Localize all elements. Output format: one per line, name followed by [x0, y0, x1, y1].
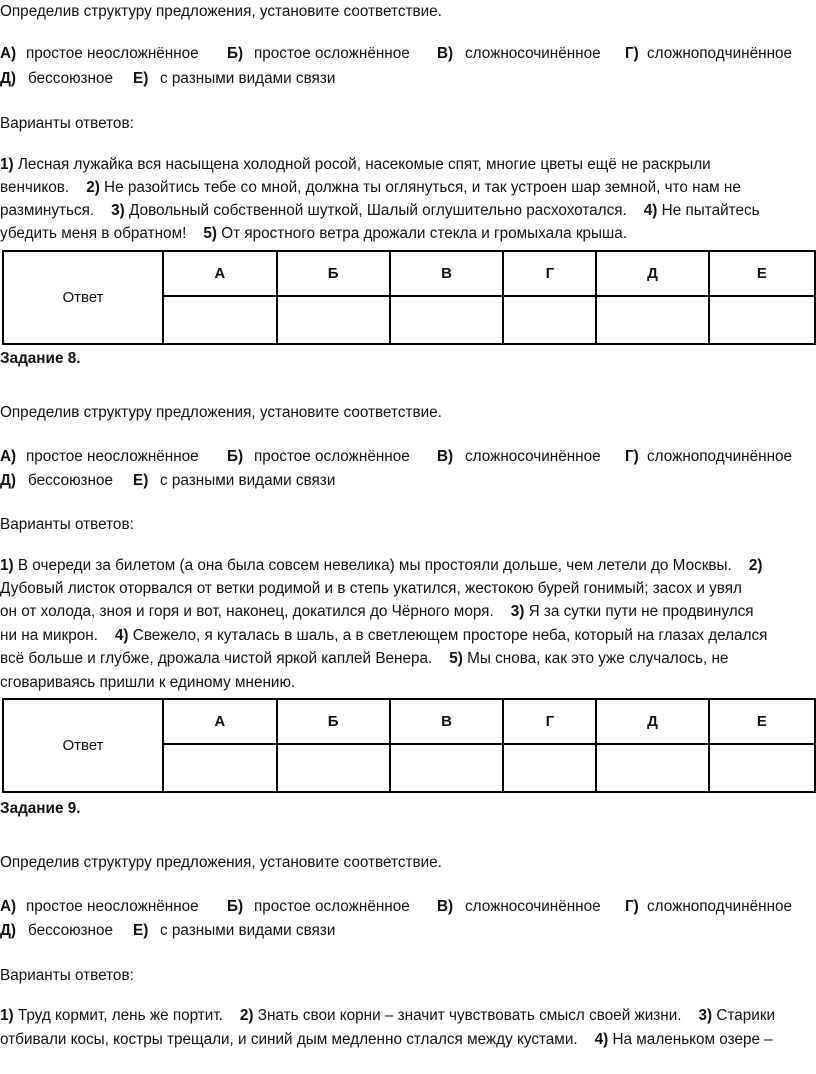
- sentence-text: разминуться.: [0, 202, 112, 219]
- task-title-text: Задание 9.: [0, 800, 81, 817]
- option-text: с разными видами связи: [160, 472, 336, 489]
- option-text: бессоюзное: [28, 472, 114, 489]
- sentence-line: [0, 178, 741, 198]
- option-text: сложноподчинённое: [647, 45, 793, 62]
- sentence-line: [0, 155, 711, 175]
- answer-cell[interactable]: [277, 296, 390, 344]
- sentence-number: 1): [0, 156, 14, 173]
- option-key: В): [437, 898, 454, 915]
- option-text: с разными видами связи: [160, 922, 336, 939]
- option-key: Д): [0, 70, 16, 87]
- answer-table: [2, 698, 816, 793]
- sentence-text: убедить меня в обратном!: [0, 225, 204, 242]
- instruction: [0, 2, 442, 22]
- option-text: сложноподчинённое: [647, 898, 793, 915]
- sentence-text: На маленьком озере –: [608, 1031, 773, 1048]
- sentence-text: венчиков.: [0, 179, 87, 196]
- option-key: Е): [133, 472, 149, 489]
- answer-cell[interactable]: [596, 744, 708, 792]
- sentence-text: он от холода, зноя и горя и вот, наконец, докатился до Чёрного моря.: [0, 603, 511, 620]
- task-title-text: Задание 8.: [0, 350, 81, 367]
- instruction-text: Определив структуру предложения, установите соответствие.: [0, 404, 442, 421]
- task-title: [0, 349, 80, 369]
- answer-column-header: В: [390, 699, 504, 744]
- sentence-number: 2): [748, 557, 763, 574]
- sentence-number: 5): [203, 225, 217, 242]
- option-text: простое неосложнённое: [26, 448, 199, 465]
- option-text: сложносочинённое: [465, 448, 601, 465]
- sentence-text: отбивали косы, костры трещали, и синий дым медленно стлался между кустами.: [0, 1031, 595, 1048]
- option-key: Б): [227, 898, 244, 915]
- sentence-line: [0, 579, 742, 599]
- option-key: Е): [133, 922, 149, 939]
- answer-column-header: А: [163, 699, 277, 744]
- sentence-line: [0, 626, 767, 646]
- option-key: Б): [227, 448, 244, 465]
- sentence-number: 2): [86, 179, 100, 196]
- sentence-text: ни на микрон.: [0, 627, 115, 644]
- instruction-text: Определив структуру предложения, установите соответствие.: [0, 3, 442, 20]
- answer-column-header: Г: [503, 251, 596, 296]
- sentence-text: В очереди за билетом (а она была совсем невелика) мы простояли дольше, чем летели до Москвы.: [13, 557, 749, 574]
- option-text: бессоюзное: [28, 70, 114, 87]
- sentence-line: [0, 1006, 775, 1026]
- option-key: Б): [227, 45, 244, 62]
- option-text: сложносочинённое: [465, 45, 601, 62]
- option-key: Г): [625, 448, 639, 465]
- sentence-text: всё больше и глубже, дрожала чистой яркой каплей Венера.: [0, 650, 450, 667]
- answer-cell[interactable]: [390, 296, 504, 344]
- option-key: Г): [625, 45, 639, 62]
- sentence-text: Я за сутки пути не продвинулся: [524, 603, 754, 620]
- sentence-line: [0, 224, 627, 244]
- answer-row-label: Ответ: [3, 251, 163, 344]
- sentence-number: 2): [239, 1007, 254, 1024]
- sentence-line: [0, 673, 295, 693]
- answer-cell[interactable]: [503, 296, 596, 344]
- answer-cell[interactable]: [503, 744, 596, 792]
- option-text: бессоюзное: [28, 922, 114, 939]
- answer-column-header: Б: [277, 251, 390, 296]
- answer-cell[interactable]: [163, 744, 277, 792]
- option-key: Д): [0, 472, 16, 489]
- instruction-text: Определив структуру предложения, установите соответствие.: [0, 854, 442, 871]
- answer-table-header-row: [3, 699, 815, 744]
- option-text: сложноподчинённое: [647, 448, 793, 465]
- option-key: Д): [0, 922, 16, 939]
- sentence-text: От яростного ветра дрожали стекла и громыхала крыша.: [216, 225, 628, 242]
- sentence-number: 5): [449, 650, 463, 667]
- option-text: с разными видами связи: [160, 70, 336, 87]
- option-text: простое осложнённое: [254, 45, 410, 62]
- sentence-number: 3): [111, 202, 125, 219]
- sentence-text: Свежело, я куталась в шаль, а в светлеющем просторе неба, который на глазах делался: [128, 627, 768, 644]
- answer-table: [2, 250, 816, 345]
- answer-row-label: Ответ: [3, 699, 163, 792]
- variants-label: [0, 515, 134, 535]
- sentence-text: Довольный собственной шуткой, Шалый оглушительно расхохотался.: [124, 202, 644, 219]
- answer-cell[interactable]: [277, 744, 390, 792]
- answer-column-header: Б: [277, 699, 390, 744]
- sentence-number: 3): [698, 1007, 713, 1024]
- option-text: простое осложнённое: [254, 898, 410, 915]
- sentence-line: [0, 649, 728, 669]
- sentence-text: Не пытайтесь: [657, 202, 760, 219]
- answer-column-header: Е: [709, 251, 815, 296]
- variants-label-text: Варианты ответов:: [0, 516, 134, 533]
- sentence-line: [0, 1030, 773, 1050]
- answer-cell[interactable]: [709, 296, 815, 344]
- option-key: А): [0, 45, 17, 62]
- option-key: Е): [133, 70, 149, 87]
- answer-cell[interactable]: [709, 744, 815, 792]
- sentence-number: 4): [643, 202, 658, 219]
- option-key: А): [0, 448, 17, 465]
- instruction: [0, 853, 442, 873]
- instruction: [0, 403, 442, 423]
- answer-cell[interactable]: [596, 296, 708, 344]
- sentence-text: Дубовый листок оторвался от ветки родимой и в степь укатился, жестокою бурей гонимый; засох и увял: [0, 580, 742, 597]
- variants-label-text: Варианты ответов:: [0, 967, 134, 984]
- sentence-text: Не разойтись тебе со мной, должна ты оглянуться, и так устроен шар земной, что нам не: [99, 179, 741, 196]
- answer-column-header: В: [390, 251, 504, 296]
- option-key: А): [0, 898, 17, 915]
- sentence-text: Знать свои корни – значит чувствовать смысл своей жизни.: [253, 1007, 699, 1024]
- sentence-text: Старики: [712, 1007, 776, 1024]
- sentence-number: 1): [0, 1007, 14, 1024]
- variants-label: [0, 966, 134, 986]
- answer-cell[interactable]: [163, 296, 277, 344]
- answer-column-header: Г: [503, 699, 596, 744]
- option-text: сложносочинённое: [465, 898, 601, 915]
- sentence-number: 4): [594, 1031, 609, 1048]
- sentence-line: [0, 602, 754, 622]
- sentence-text: сговариваясь пришли к единому мнению.: [0, 674, 296, 691]
- sentence-line: [0, 201, 760, 221]
- answer-column-header: Д: [596, 251, 708, 296]
- sentence-line: [0, 556, 762, 576]
- answer-column-header: Д: [596, 699, 708, 744]
- task-title: [0, 799, 80, 819]
- answer-cell[interactable]: [390, 744, 504, 792]
- option-text: простое неосложнённое: [26, 45, 199, 62]
- option-key: В): [437, 448, 454, 465]
- sentence-text: Лесная лужайка вся насыщена холодной росой, насекомые спят, многие цветы ещё не раскрыли: [13, 156, 711, 173]
- sentence-text: Мы снова, как это уже случалось, не: [462, 650, 729, 667]
- option-text: простое осложнённое: [254, 448, 410, 465]
- answer-column-header: А: [163, 251, 277, 296]
- sentence-text: Труд кормит, лень же портит.: [13, 1007, 240, 1024]
- sentence-number: 1): [0, 557, 14, 574]
- answer-table-header-row: [3, 251, 815, 296]
- answer-column-header: Е: [709, 699, 815, 744]
- option-key: В): [437, 45, 454, 62]
- sentence-number: 4): [114, 627, 129, 644]
- option-key: Г): [625, 898, 639, 915]
- option-text: простое неосложнённое: [26, 898, 199, 915]
- sentence-number: 3): [510, 603, 525, 620]
- variants-label: [0, 114, 134, 134]
- variants-label-text: Варианты ответов:: [0, 115, 134, 132]
